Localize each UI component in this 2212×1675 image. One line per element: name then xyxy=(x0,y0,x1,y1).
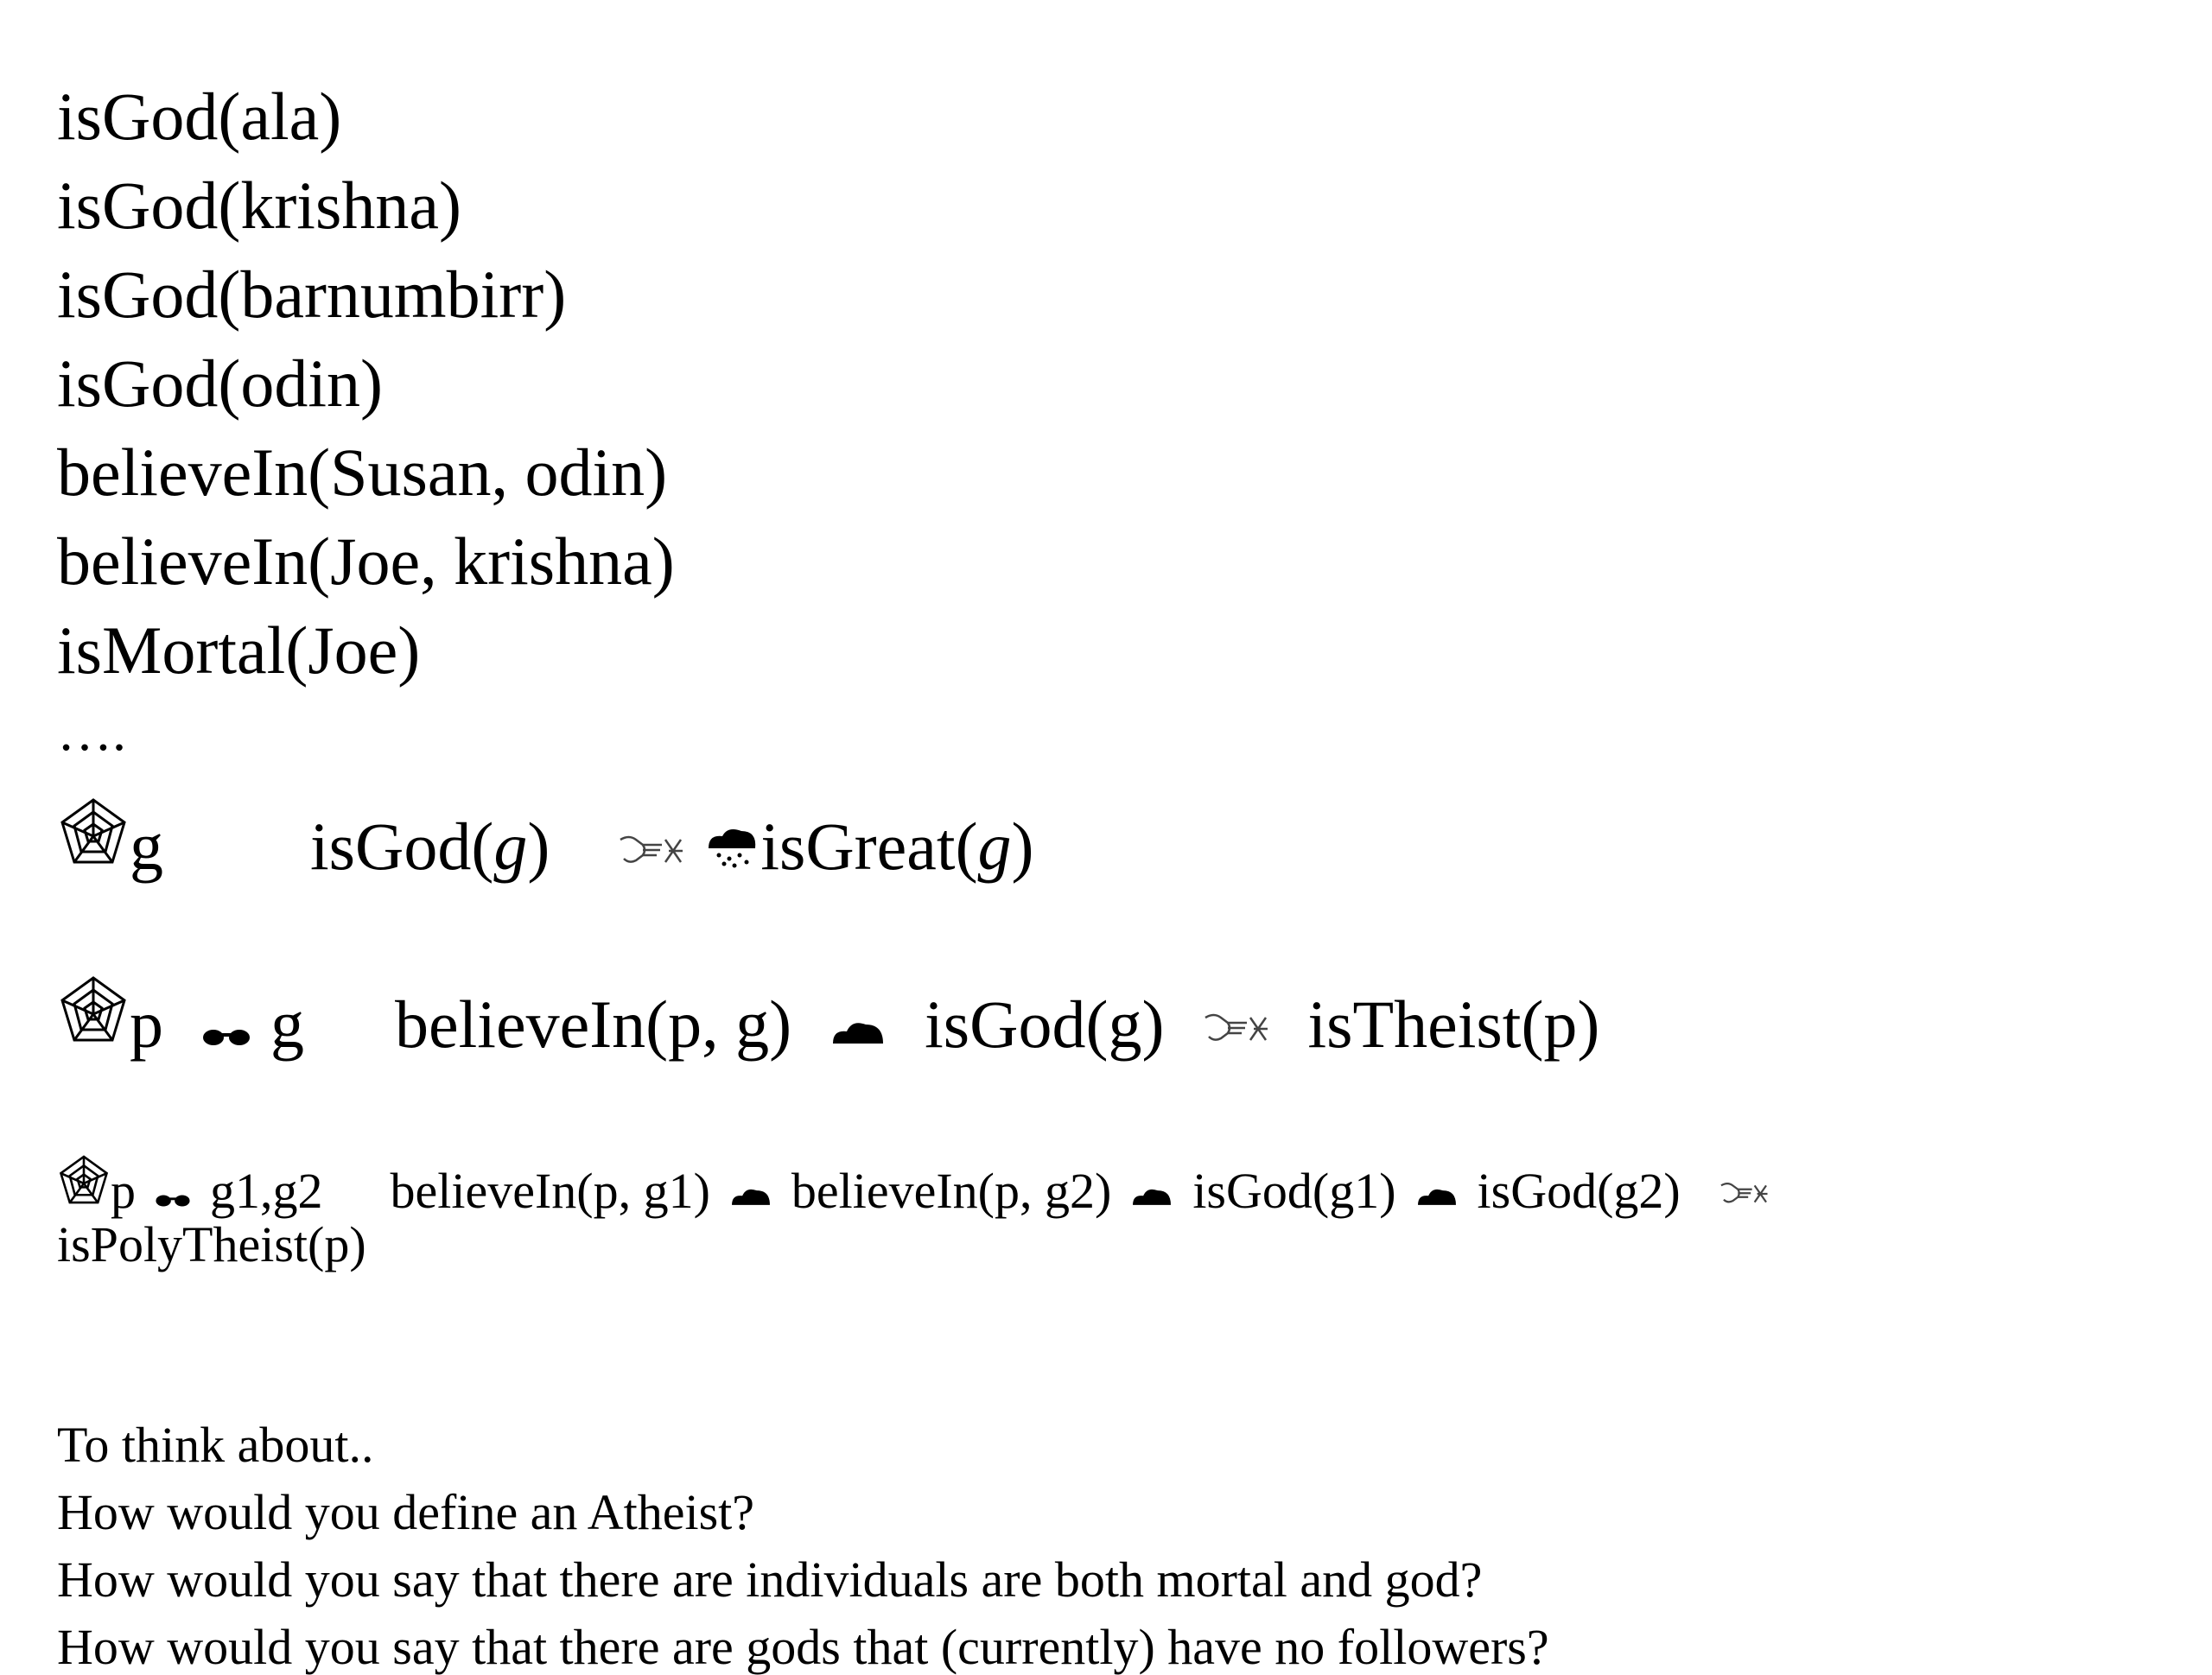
cloud-icon xyxy=(1415,1185,1459,1208)
question-heading: To think about.. xyxy=(57,1417,374,1473)
spiderweb-icon xyxy=(57,974,130,1047)
rule-var: g1,g2 xyxy=(210,1163,323,1219)
rule-term: isGod(g2) xyxy=(1477,1163,1681,1219)
rain-cloud-icon xyxy=(703,826,760,869)
question-line: How would you say that there are gods that (currently) have no followers? xyxy=(57,1619,1549,1675)
rule-term: isGreat(g) xyxy=(760,809,1034,884)
rule-term: isGod(g) xyxy=(925,987,1165,1062)
rule-term: isGod(g1) xyxy=(1192,1163,1396,1219)
pointing-hand-icon xyxy=(1202,1011,1269,1047)
rule-term: believeIn(p, g1) xyxy=(390,1163,710,1219)
cloud-icon xyxy=(729,1185,772,1208)
rule-term: believeIn(p, g2) xyxy=(791,1163,1112,1219)
pointing-hand-icon xyxy=(1719,1180,1769,1208)
fact-line: isMortal(Joe) xyxy=(57,612,421,688)
rule-var: p xyxy=(111,1163,136,1219)
pointing-hand-icon xyxy=(617,833,684,869)
rule-great xyxy=(57,796,1034,884)
fact-line: isGod(odin) xyxy=(57,346,383,421)
rule-conclusion: isPolyTheist(p) xyxy=(57,1216,366,1272)
cloud-icon xyxy=(1130,1185,1173,1208)
rule-term: believeIn(p, g) xyxy=(395,987,792,1062)
spiderweb-icon xyxy=(57,796,130,869)
rule-term: isGod(g) xyxy=(310,809,550,884)
rule-term: isTheist(p) xyxy=(1307,987,1600,1062)
rule-polytheist xyxy=(57,1154,1769,1219)
rule-var: g xyxy=(130,809,163,884)
fact-line: isGod(ala) xyxy=(57,79,342,154)
fact-line: isGod(barnumbirr) xyxy=(57,257,567,332)
fact-line: isGod(krishna) xyxy=(57,168,461,243)
rule-theist xyxy=(57,974,1600,1062)
rule-var: g xyxy=(270,987,304,1062)
sunglasses-icon xyxy=(155,1194,191,1208)
cloud-icon xyxy=(830,1018,887,1047)
fact-line: believeIn(Joe, krishna) xyxy=(57,523,675,599)
sunglasses-icon xyxy=(201,1028,251,1047)
ellipsis: …. xyxy=(57,701,126,762)
question-line: How would you say that there are individuals are both mortal and god? xyxy=(57,1551,1483,1608)
rule-var: p xyxy=(130,987,163,1062)
spiderweb-icon xyxy=(57,1154,111,1208)
fact-line: believeIn(Susan, odin) xyxy=(57,435,668,510)
question-line: How would you define an Atheist? xyxy=(57,1484,755,1540)
